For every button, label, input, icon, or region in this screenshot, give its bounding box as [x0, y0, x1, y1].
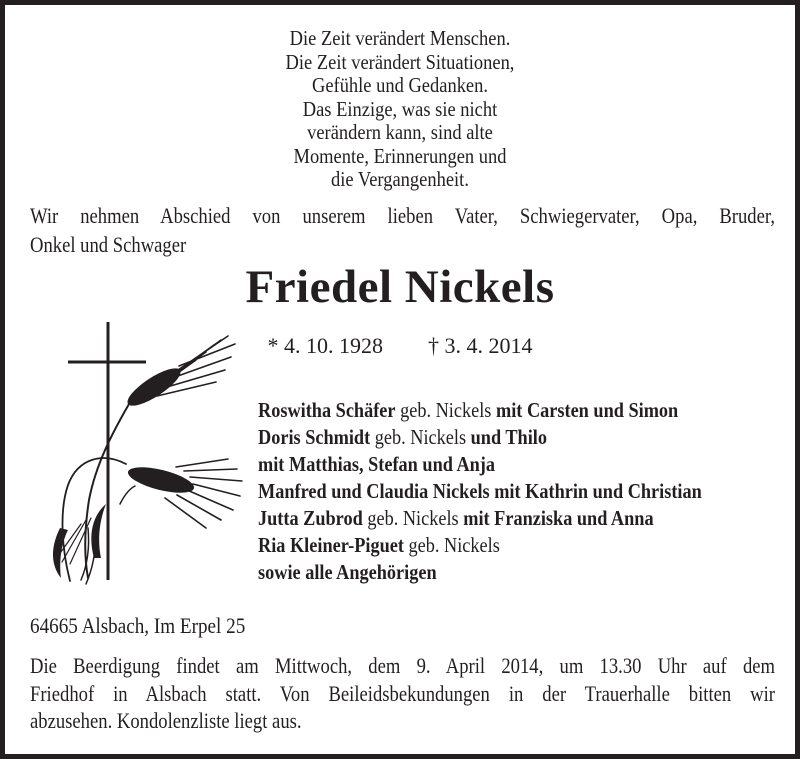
mourner-line — [258, 478, 702, 505]
memorial-poem — [52, 27, 747, 192]
poem-line: die Vergangenheit. — [331, 167, 469, 191]
funeral-line: Die Beerdigung findet am Mittwoch, dem 9. April 2014, um 13.30 Uhr auf dem — [30, 653, 776, 678]
mourner-line — [258, 451, 702, 478]
mourner-line — [258, 532, 702, 559]
mourners-list — [258, 397, 702, 586]
poem-line: Momente, Erinnerungen und — [293, 143, 507, 168]
funeral-details — [30, 652, 775, 735]
funeral-line: Friedhof in Alsbach statt. Von Beileidsbekundungen in der Trauerhalle bitten wir — [30, 680, 776, 706]
address-line: 64665 Alsbach, Im Erpel 25 — [30, 613, 246, 638]
mourner-relatives: mit Carsten und Simon — [495, 398, 679, 422]
cross-icon — [68, 322, 146, 580]
maiden-name-note: geb. Nickels — [395, 398, 496, 422]
maiden-name-note: geb. Nickels — [403, 533, 500, 557]
mourner-relatives: mit Franziska und Anna — [463, 506, 654, 530]
poem-line: verändern kann, sind alte — [307, 120, 493, 144]
mourner-name: Jutta Zubrod — [258, 506, 363, 530]
farewell-intro — [30, 201, 775, 259]
maiden-name-note: geb. Nickels — [370, 425, 471, 449]
death-date: † 3. 4. 2014 — [428, 333, 533, 358]
mourner-line — [258, 397, 702, 424]
poem-line: Die Zeit verändert Situationen, — [285, 49, 515, 74]
poem-line: Das Einzige, was sie nicht — [302, 96, 498, 121]
mourner-name: Roswitha Schäfer — [258, 398, 396, 422]
deceased-name: Friedel Nickels — [245, 261, 555, 313]
poem-line: Die Zeit verändert Menschen. — [289, 26, 511, 50]
cross-and-wheat-illustration — [28, 300, 253, 600]
mourner-name: Doris Schmidt — [258, 425, 371, 449]
mourner-name: sowie alle Angehörigen — [258, 560, 437, 584]
wheat-ears-icon — [53, 336, 242, 584]
poem-line: Gefühle und Gedanken. — [311, 73, 488, 97]
mourner-line — [258, 424, 702, 451]
birth-date: * 4. 10. 1928 — [267, 333, 383, 358]
mourner-relatives: und Thilo — [470, 425, 548, 449]
mourner-name: Manfred und Claudia Nickels mit Kathrin und Christian — [258, 479, 702, 503]
funeral-line: abzusehen. Kondolenzliste liegt aus. — [30, 708, 302, 733]
intro-line: Wir nehmen Abschied von unserem lieben Vater, Schwiegervater, Opa, Bruder, — [30, 203, 776, 228]
mourner-name: mit Matthias, Stefan und Anja — [258, 452, 496, 476]
mourner-line — [258, 559, 702, 586]
intro-line: Onkel und Schwager — [30, 232, 187, 257]
mourner-line — [258, 505, 702, 532]
maiden-name-note: geb. Nickels — [362, 506, 464, 530]
mourner-name: Ria Kleiner-Piguet — [258, 533, 404, 557]
